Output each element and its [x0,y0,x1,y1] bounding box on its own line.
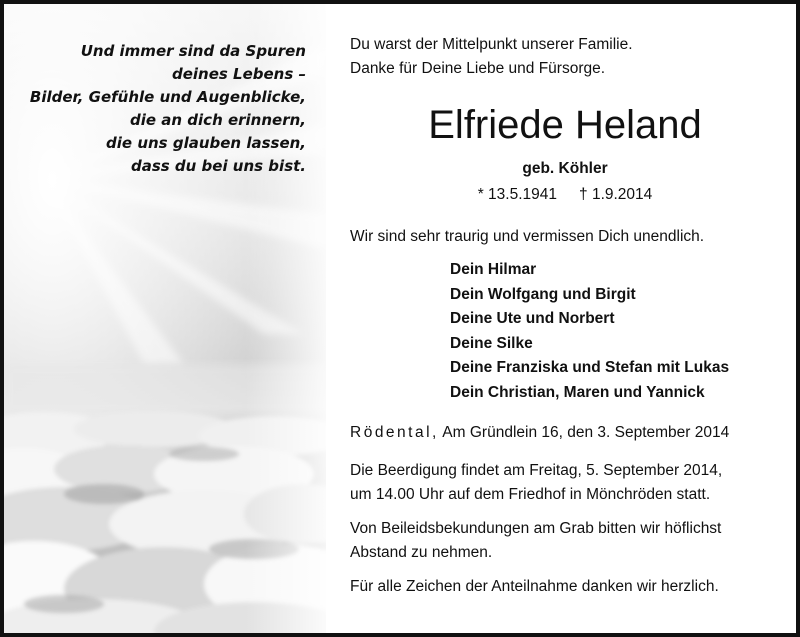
deceased-name: Elfriede Heland [428,103,702,147]
funeral-line-2: um 14.00 Uhr auf dem Friedhof in Mönchröden statt. [350,486,711,503]
condolence-line-1: Von Beileidsbekundungen am Grab bitten wir höflichst [350,520,722,537]
verse-line: Bilder, Gefühle und Augenblicke, [29,88,306,106]
maiden-name: geb. Köhler [522,160,608,177]
mourning-text: Wir sind sehr traurig und vermissen Dich unendlich. [350,228,705,245]
verse-line: dass du bei uns bist. [130,157,306,175]
verse-line: deines Lebens – [171,65,306,83]
verse-line: die an dich erinnern, [130,111,306,129]
family-member: Dein Wolfgang und Birgit [450,285,636,303]
place-and-date [350,424,729,442]
birth-date: * 13.5.1941 [477,186,558,203]
funeral-line-1: Die Beerdigung findet am Freitag, 5. September 2014, [350,462,723,479]
family-member: Dein Hilmar [450,261,537,278]
intro-line-1: Du warst der Mittelpunkt unserer Familie. [350,36,633,53]
life-dates [350,186,780,204]
intro-line-2: Danke für Deine Liebe und Fürsorge. [350,60,606,77]
family-list [450,258,729,405]
verse-line: die uns glauben lassen, [106,134,306,152]
family-member: Deine Ute und Norbert [450,310,615,327]
thanks-text: Für alle Zeichen der Anteilnahme danken wir herzlich. [350,578,719,595]
family-member: Deine Franziska und Stefan mit Lukas [450,359,730,376]
verse-line: Und immer sind da Spuren [80,42,306,60]
place-address: Am Gründlein 16, den 3. September 2014 [438,424,730,441]
family-member: Deine Silke [450,334,533,352]
sky-clouds-photo [4,4,326,633]
place-town: Rödental, [350,424,439,441]
family-member: Dein Christian, Maren und Yannick [450,383,705,401]
condolence-line-2: Abstand zu nehmen. [350,544,493,561]
verse [6,40,306,178]
death-date: † 1.9.2014 [579,186,653,203]
